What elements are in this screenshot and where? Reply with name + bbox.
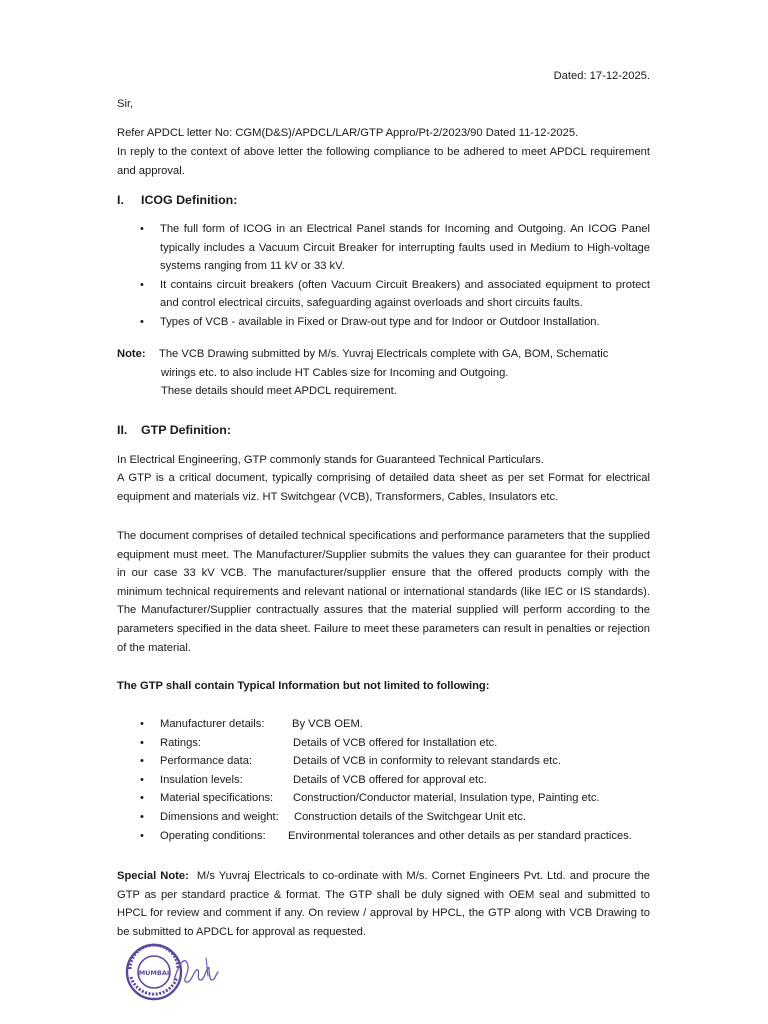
section-heading-gtp	[117, 421, 231, 440]
date-line: Dated: 17-12-2025.	[553, 70, 650, 82]
bullet-icon: •	[140, 718, 144, 730]
list-item: • The full form of ICOG in an Electrical Panel stands for Incoming and Outgoing. An ICOG Panel typically includes a Vacuum Circuit Breaker for interrupting faults used in Medium to High-voltage systems ranging from 11 kV or 33 kV.	[117, 220, 650, 276]
list-item: • Performance data: Details of VCB in conformity to relevant standards etc.	[117, 752, 650, 771]
bullet-icon: •	[140, 736, 144, 749]
bullet-icon: •	[140, 223, 144, 235]
bullet-icon: •	[140, 773, 144, 786]
gtp-list-heading: The GTP shall contain Typical Information but not limited to following:	[117, 680, 490, 692]
bullet-icon: •	[140, 755, 144, 768]
section-number: II.	[117, 423, 128, 437]
list-item: • Insulation levels: Details of VCB offered for approval etc.	[117, 771, 650, 790]
list-item: • Operating conditions: Environmental tolerances and other details as per standard practices.	[117, 827, 650, 846]
list-item: • Ratings: Details of VCB offered for Installation etc.	[117, 734, 650, 753]
gtp-paragraph-1: In Electrical Engineering, GTP commonly stands for Guaranteed Technical Particulars.	[117, 454, 544, 466]
reply-paragraph: In reply to the context of above letter the following compliance to be adhered to meet APDCL requirement and approval.	[117, 146, 650, 177]
special-note-text: M/s Yuvraj Electricals to co-ordinate with M/s. Cornet Engineers Pvt. Ltd. and procure the GTP as per standard practice & format. The GTP shall be duly signed with OEM seal and submitted to HPCL for review and comment if any. On review / approval by HPCL, the GTP along with VCB Drawing to be submitted to APDCL for approval as requested.	[117, 870, 651, 938]
special-note	[117, 867, 650, 941]
note-label: Note:	[117, 348, 146, 360]
special-note-label: Special Note:	[117, 870, 189, 882]
bullet-icon: •	[140, 810, 144, 823]
salutation: Sir,	[117, 98, 134, 110]
gtp-paragraph-2: A GTP is a critical document, typically comprising of detailed data sheet as per set Format for electrical equipment and materials viz. HT Switchgear (VCB), Transformers, Cables, Insulators etc.	[117, 472, 650, 503]
gtp-paragraph-3: The document comprises of detailed technical specifications and performance parameters that the supplied equipment must meet. The Manufacturer/Supplier submits the values they can guarantee for their product in our case 33 kV VCB. The manufacturer/supplier ensure that the offered products comply with the minimum technical requirements and relevant national or international standards (like IEC or IS standards). The Manufacturer/Supplier contractually assures that the material supplied will perform according to the parameters specified in the data sheet. Failure to meet these parameters can result in penalties or rejection of the material.	[117, 530, 650, 654]
section-heading-icog	[117, 191, 237, 210]
section-title: ICOG Definition:	[141, 193, 238, 207]
list-item: • Material specifications: Construction/Conductor material, Insulation type, Painting etc.	[117, 789, 650, 808]
bullet-icon: •	[140, 792, 144, 805]
section-title: GTP Definition:	[141, 423, 231, 437]
list-item: • It contains circuit breakers (often Vacuum Circuit Breakers) and associated equipment to protect and control electrical circuits, safeguarding against overloads and short circuits faults.	[117, 276, 650, 313]
list-item: • Types of VCB - available in Fixed or Draw-out type and for Indoor or Outdoor Installation.	[117, 313, 650, 332]
icog-bullet-list	[117, 220, 650, 332]
stamp-text: MUMBAI	[138, 969, 170, 977]
list-item: • Dimensions and weight: Construction details of the Switchgear Unit etc.	[117, 808, 650, 827]
reference-line: Refer APDCL letter No: CGM(D&S)/APDCL/LAR/GTP Appro/Pt-2/2023/90 Dated 11-12-2025.	[117, 127, 579, 139]
section-number: I.	[117, 193, 124, 207]
bullet-icon: •	[140, 315, 144, 328]
signature-icon	[170, 950, 220, 990]
gtp-info-list	[117, 715, 650, 845]
list-item: • Manufacturer details: By VCB OEM.	[117, 715, 650, 734]
bullet-icon: •	[140, 829, 144, 842]
bullet-icon: •	[140, 278, 144, 291]
note-text: The VCB Drawing submitted by M/s. Yuvraj Electricals complete with GA, BOM, Schematic wirings etc. to also include HT Cables size for Incoming and Outgoing. These details should meet APDCL requirement.	[159, 348, 609, 398]
